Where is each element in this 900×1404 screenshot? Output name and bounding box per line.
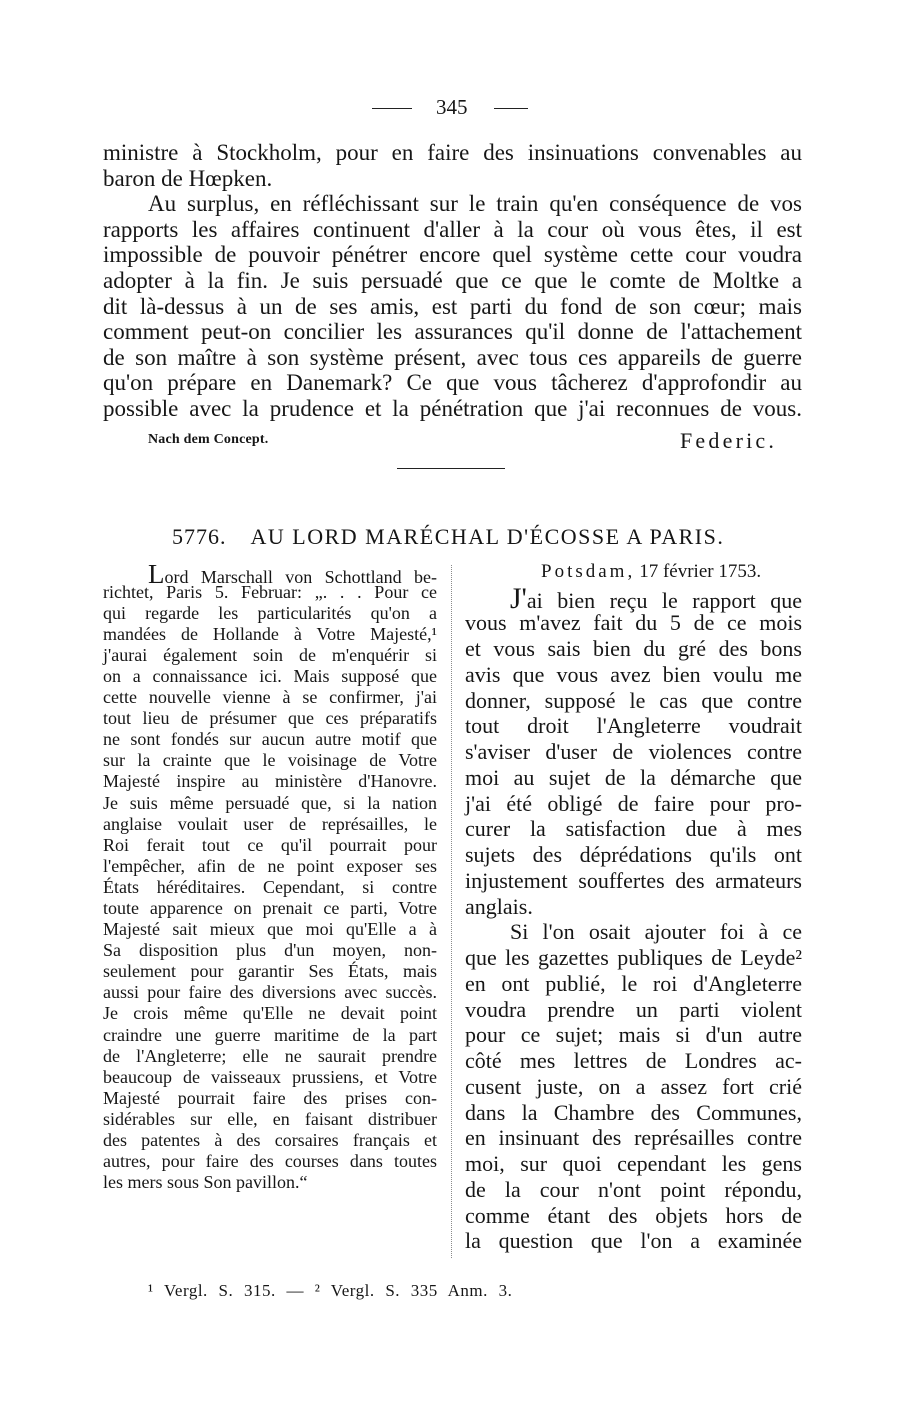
text-line: dit là-dessus à un de ses amis, est parti du fond de son cœur; mais	[103, 293, 802, 319]
text-line: cusent juste, on a assez fort crié	[465, 1073, 802, 1099]
text-line: moi au sujet de la démarche que	[465, 764, 802, 790]
text-line: craindre une guerre maritime de la part	[103, 1024, 437, 1045]
text-line: comment peut-on concilier les assurances qu'il donne de l'attachement	[103, 319, 802, 345]
text-line: cette nouvelle vienne à se confirmer, j'ai	[103, 687, 437, 708]
text-line: États héréditaires. Cependant, si contre	[103, 876, 437, 897]
text-line: richtet, Paris 5. Februar: „. . . Pour ce	[103, 581, 437, 602]
text-line: en ont publié, le roi d'Angleterre	[465, 970, 802, 996]
dateline-date: 17 février 1753.	[639, 561, 762, 582]
text-line: sujets des déprédations qu'ils ont	[465, 842, 802, 868]
text-line: J'ai bien reçu le rapport que	[510, 582, 802, 615]
text-line: en insinuant des représailles contre	[465, 1125, 802, 1151]
text-line: côté mes lettres de Londres ac-	[465, 1048, 802, 1074]
text-line: Majesté sait mieux que moi qu'Elle a à	[103, 919, 437, 940]
text-line: Majesté pourrait faire des prises con-	[103, 1087, 437, 1108]
text-line: de l'Angleterre; elle ne saurait prendre	[103, 1045, 437, 1066]
text-line: s'aviser d'user de violences contre	[465, 739, 802, 765]
text-line: qu'on prépare en Danemark? Ce que vous tâcherez d'approfondir au	[103, 370, 802, 396]
text-line: adopter à la fin. Je suis persuadé que ce que le comte de Moltke a	[103, 267, 802, 293]
text-line: toute apparence on prenait ce parti, Votre	[103, 898, 437, 918]
text-line: possible avec la prudence et la pénétration que j'ai reconnues de vous.	[103, 395, 802, 421]
text-line: curer la satisfaction due à mes	[465, 816, 802, 842]
text-line: seulement pour garantir Ses États, mais	[103, 961, 437, 982]
header-rule-right	[494, 108, 528, 109]
text-line: ministre à Stockholm, pour en faire des insinuations convenables au	[103, 140, 802, 165]
footnotes: ¹ Vergl. S. 315. — ² Vergl. S. 335 Anm. 3.	[148, 1281, 513, 1300]
dateline-place: Potsdam,	[541, 561, 636, 582]
text-line: que les gazettes publiques de Leyde²	[465, 945, 802, 971]
letter-body	[465, 582, 802, 1255]
text-line: baron de Hœpken.	[103, 165, 273, 191]
page-number: 345	[436, 95, 468, 119]
letter-number: 5776.	[172, 524, 227, 549]
text-line: rapports les affaires continuent d'aller à la cour où vous êtes, il est	[103, 216, 802, 242]
text-line: autres, pour faire des courses dans toutes	[103, 1151, 437, 1172]
text-line: Lord Marschall von Schottland be-	[148, 558, 437, 589]
text-line: avis que vous avez bien voulu me	[465, 661, 802, 687]
dateline	[541, 560, 761, 584]
text-line: beaucoup de vaisseaux prussiens, et Votre	[103, 1066, 437, 1087]
header-rule-left	[372, 108, 412, 109]
report-column	[103, 558, 437, 1194]
text-line: Sa disposition plus d'un moyen, non-	[103, 940, 437, 961]
text-line: les mers sous Son pavillon.“	[103, 1172, 308, 1193]
continuation-text	[103, 140, 802, 422]
letter-title: AU LORD MARÉCHAL D'ÉCOSSE A PARIS.	[250, 524, 725, 549]
text-line: anglaise voulait user de représailles, le	[103, 813, 437, 834]
section-separator	[397, 468, 505, 469]
text-line: injustement souffertes des armateurs	[465, 867, 802, 893]
text-line: ne sont fondés sur aucun autre motif que	[103, 729, 437, 750]
signature: Federic.	[680, 428, 778, 453]
text-line: sidérables sur elle, en faisant distribuer	[103, 1108, 437, 1129]
text-line: voudra prendre un parti violent	[465, 996, 802, 1022]
letter-heading	[172, 524, 724, 550]
column-divider	[451, 565, 452, 1258]
text-line: tout droit l'Angleterre voudrait	[465, 713, 802, 739]
text-line: de la cour n'ont point répondu,	[465, 1176, 802, 1202]
text-line: comme étant des objets hors de	[465, 1202, 802, 1228]
text-line: de son maître à son système présent, avec tous ces appareils de guerre	[103, 344, 802, 370]
text-line: Si l'on osait ajouter foi à ce	[510, 919, 802, 945]
text-line: Roi ferait tout ce qu'il pourrait pour	[103, 834, 437, 855]
text-line: dans la Chambre des Communes,	[465, 1099, 802, 1125]
text-line: Majesté inspire au ministère d'Hanovre.	[103, 771, 437, 792]
text-line: mandées de Hollande à Votre Majesté,¹	[103, 623, 437, 644]
text-line: impossible de pouvoir pénétrer encore quel système cette cour voudra	[103, 242, 802, 268]
text-line: Je crois même qu'Elle ne devait point	[103, 1003, 437, 1024]
text-line: j'aurai également soin de m'enquérir si	[103, 644, 437, 665]
text-line: tout lieu de présumer que ces préparatifs	[103, 708, 437, 729]
text-line: on a connaissance ici. Mais supposé que	[103, 665, 437, 686]
text-line: la question que l'on a examinée	[465, 1228, 802, 1254]
text-line: moi, sur quoi cependant les gens	[465, 1151, 802, 1177]
text-line: aussi pour faire des diversions avec succès.	[103, 982, 437, 1003]
text-line: donner, supposé le cas que contre	[465, 687, 802, 713]
text-line: l'empêcher, afin de ne point exposer ses	[103, 855, 437, 876]
text-line: j'ai été obligé de faire pour pro-	[465, 790, 802, 816]
text-line: vous m'avez fait du 5 de ce mois	[465, 610, 802, 636]
text-line: pour ce sujet; mais si d'un autre	[465, 1022, 802, 1048]
text-line: Au surplus, en réfléchissant sur le train qu'en conséquence de vos	[148, 191, 802, 217]
text-line: sur la crainte que le voisinage de Votre	[103, 750, 437, 771]
text-line: qui regarde les particularités qu'on a	[103, 602, 437, 623]
text-line: des patentes à des corsaires français et	[103, 1130, 437, 1151]
text-line: et vous sais bien du gré des bons	[465, 636, 802, 662]
text-line: anglais.	[465, 893, 533, 919]
text-line: Je suis même persuadé que, si la nation	[103, 792, 437, 813]
source-note: Nach dem Concept.	[148, 432, 269, 447]
